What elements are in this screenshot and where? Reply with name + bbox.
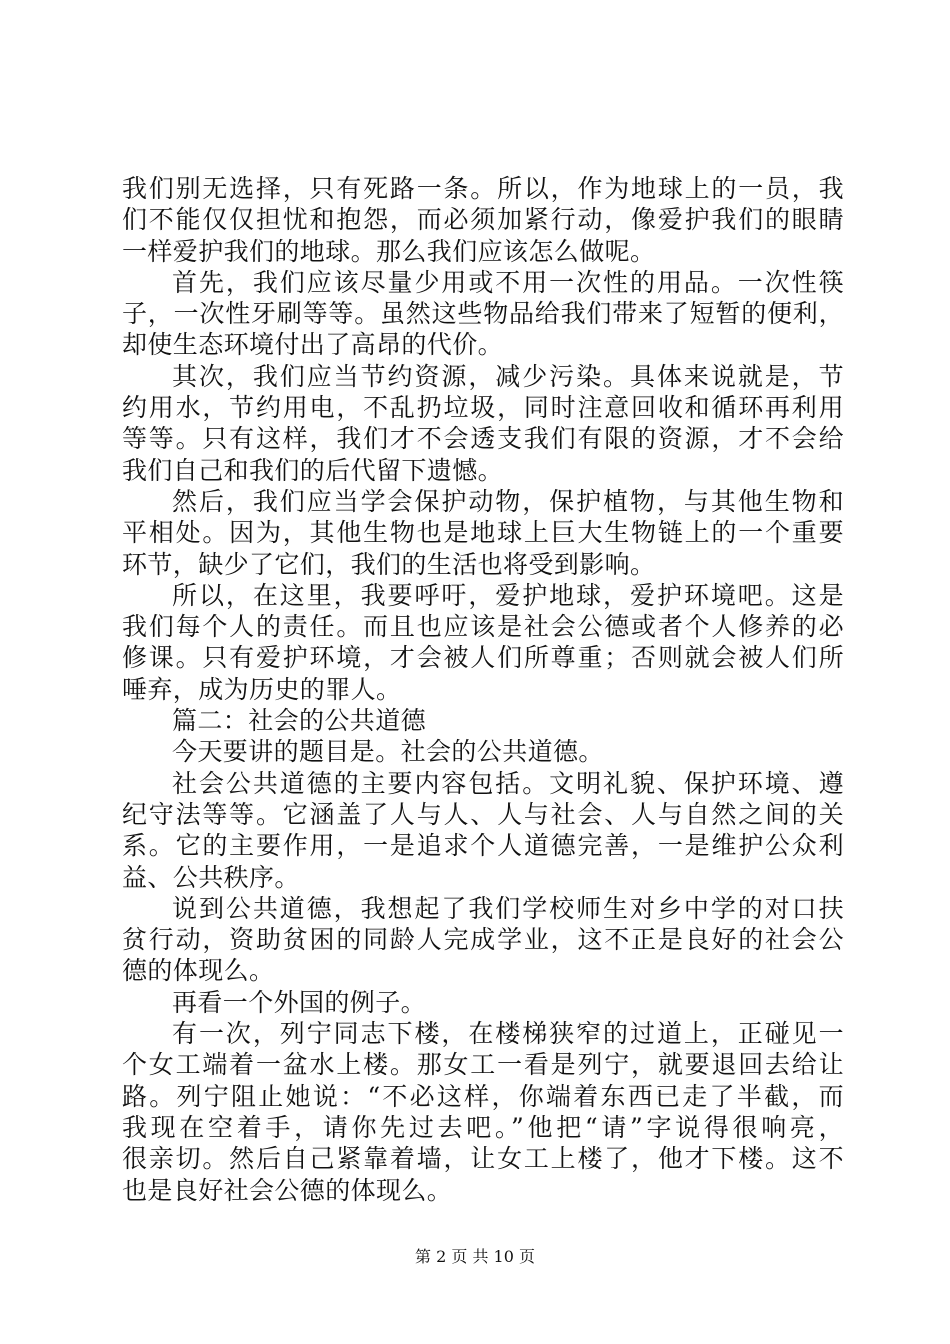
text-line: 我们别无选择，只有死路一条。所以，作为地球上的一员，我 <box>122 174 844 203</box>
text-line: 环节，缺少了它们，我们的生活也将受到影响。 <box>122 549 656 579</box>
text-line: 所以，在这里，我要呼吁，爱护地球，爱护环境吧。这是 <box>172 580 844 610</box>
text-line: 一样爱护我们的地球。那么我们应该怎么做呢。 <box>122 236 656 266</box>
text-line: 首先，我们应该尽量少用或不用一次性的用品。一次性筷 <box>172 267 844 297</box>
section-heading <box>122 705 844 736</box>
text-line: 其次，我们应当节约资源，减少污染。具体来说就是，节 <box>172 361 844 391</box>
text-line: 纪守法等等。它涵盖了人与人、人与社会、人与自然之间的关 <box>122 799 844 829</box>
text-line: 再看一个外国的例子。 <box>172 987 427 1017</box>
text-line: 路。列宁阻止她说：“不必这样，你端着东西已走了半截，而 <box>122 1081 844 1111</box>
text-line: 社会公共道德的主要内容包括。文明礼貌、保护环境、遵 <box>172 768 844 798</box>
text-line: 篇二：社会的公共道德 <box>172 706 427 736</box>
paragraph <box>122 893 844 987</box>
paragraph <box>122 361 844 486</box>
text-line: 约用水，节约用电，不乱扔垃圾，同时注意回收和循环再利用 <box>122 393 844 423</box>
paragraph <box>122 1018 844 1206</box>
text-line: 很亲切。然后自己紧靠着墙，让女工上楼了，他才下楼。这不 <box>122 1144 844 1174</box>
paragraph <box>122 768 844 893</box>
text-line: 也是良好社会公德的体现么。 <box>122 1175 453 1205</box>
paragraph <box>122 987 844 1018</box>
paragraph <box>122 736 844 767</box>
text-line: 贫行动，资助贫困的同龄人完成学业，这不正是良好的社会公 <box>122 925 844 955</box>
paragraph <box>122 580 844 705</box>
text-line: 等等。只有这样，我们才不会透支我们有限的资源，才不会给 <box>122 424 844 454</box>
text-line: 子，一次性牙刷等等。虽然这些物品给我们带来了短暂的便利， <box>122 299 844 329</box>
paragraph <box>122 486 844 580</box>
text-line: 说到公共道德，我想起了我们学校师生对乡中学的对口扶 <box>172 893 844 923</box>
text-line: 然后，我们应当学会保护动物，保护植物，与其他生物和 <box>172 486 844 516</box>
paragraph <box>122 267 844 361</box>
text-line: 我们每个人的责任。而且也应该是社会公德或者个人修养的必 <box>122 612 844 642</box>
text-line: 系。它的主要作用，一是追求个人道德完善，一是维护公众利 <box>122 831 844 861</box>
text-line: 我现在空着手，请你先过去吧。”他把“请”字说得很响亮， <box>122 1112 844 1142</box>
text-line: 今天要讲的题目是。社会的公共道德。 <box>172 737 604 767</box>
text-line: 修课。只有爱护环境，才会被人们所尊重；否则就会被人们所 <box>122 643 844 673</box>
paragraph <box>122 173 844 267</box>
text-line: 有一次，列宁同志下楼，在楼梯狭窄的过道上，正碰见一 <box>172 1019 844 1049</box>
text-line: 平相处。因为，其他生物也是地球上巨大生物链上的一个重要 <box>122 518 844 548</box>
document-body <box>122 173 844 1206</box>
text-line: 益、公共秩序。 <box>122 862 300 892</box>
text-line: 唾弃，成为历史的罪人。 <box>122 674 402 704</box>
text-line: 德的体现么。 <box>122 956 275 986</box>
page-number-footer: 第 2 页 共 10 页 <box>415 1247 535 1266</box>
text-line: 我们自己和我们的后代留下遗憾。 <box>122 455 504 485</box>
text-line: 却使生态环境付出了高昂的代价。 <box>122 330 504 360</box>
text-line: 个女工端着一盆水上楼。那女工一看是列宁，就要退回去给让 <box>122 1050 844 1080</box>
text-line: 们不能仅仅担忧和抱怨，而必须加紧行动，像爱护我们的眼睛 <box>122 205 844 235</box>
